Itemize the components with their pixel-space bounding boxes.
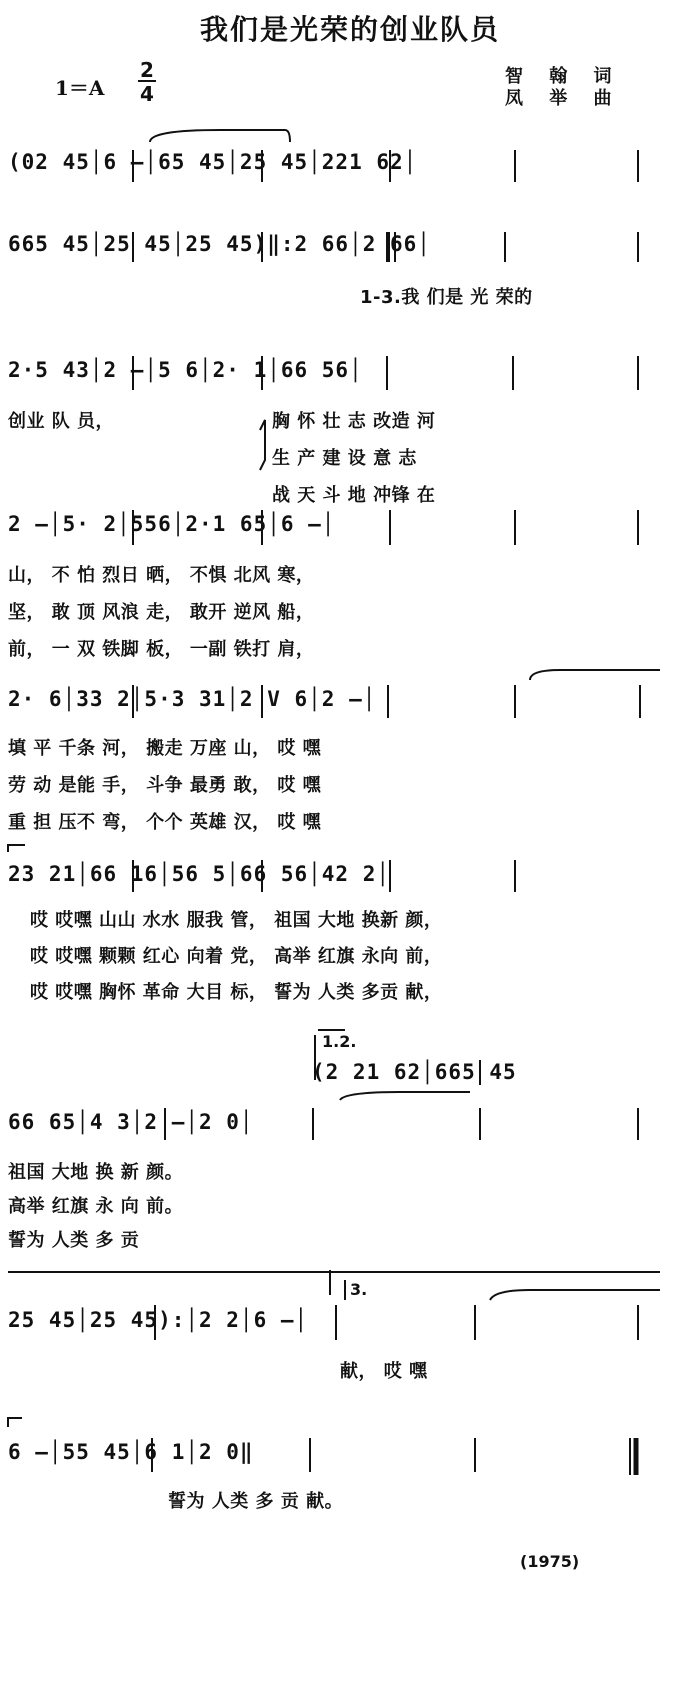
score-line-4-lyrics-1: 山， 不 怕 烈日 晒， 不惧 北风 寒， [8, 565, 315, 586]
score-line-6-notes: 23 21│66 16│56 5│66 56│42 2│ [8, 862, 391, 886]
volta-notes: (2 21 62│665 45 [312, 1060, 517, 1084]
score-line-1-notes: (02 45│6 —│65 45│25 45│221 62│ [8, 150, 418, 174]
song-title: 我们是光荣的创业队员 [199, 13, 500, 46]
score-line-5-lyrics-2: 劳 动 是能 手， 斗争 最勇 敢， 哎 嘿 [8, 775, 322, 796]
score-line-3-lyrics-2: 胸 怀 壮 志 改造 河 [272, 411, 436, 432]
score-line-2-lyrics-1: 1-3.我 们是 光 荣的 [360, 287, 533, 308]
key-signature: 1＝A [55, 76, 105, 100]
score-line-8-notes: 25 45│25 45):│2 2│6 —│ [8, 1308, 309, 1332]
score-line-5-lyrics-1: 填 平 千条 河， 搬走 万座 山， 哎 嘿 [8, 738, 322, 759]
lyricist-credit: 智 翰 词 [505, 66, 622, 87]
score-line-7-lyrics-2: 高举 红旗 永 向 前。 [8, 1196, 184, 1217]
score-line-6-lyrics-3: 哎 哎嘿 胸怀 革命 大目 标， 誓为 人类 多贡 献， [30, 982, 443, 1003]
score-line-3-notes: 2·5 43│2 —│5 6│2· 1│66 56│ [8, 358, 363, 382]
score-line-2-notes: 665 45│25 45│25 45)‖:2 66│2 66│ [8, 232, 431, 256]
score-line-6-lyrics-1: 哎 哎嘿 山山 水水 服我 管， 祖国 大地 换新 颜， [30, 910, 443, 931]
score-line-5-lyrics-3: 重 担 压不 弯， 个个 英雄 汉， 哎 嘿 [8, 812, 322, 833]
score-line-7-lyrics-1: 祖国 大地 换 新 颜。 [8, 1162, 184, 1183]
score-line-5-notes: 2· 6│33 2│5·3 31│2 V 6│2 —│ [8, 687, 377, 711]
score-line-4-lyrics-3: 前， 一 双 铁脚 板， 一副 铁打 肩， [8, 639, 315, 660]
score-line-4-lyrics-2: 坚， 敢 顶 风浪 走， 敢开 逆风 船， [8, 602, 315, 623]
composition-year: (1975) [520, 1552, 580, 1571]
score-line-3-lyrics-1: 创业 队 员， [8, 411, 115, 432]
composer-credit: 凤 举 曲 [505, 88, 622, 109]
volta-label-1-2: 1.2. [322, 1032, 357, 1051]
score-line-6-lyrics-2: 哎 哎嘿 颗颗 红心 向着 党， 高举 红旗 永向 前， [30, 946, 443, 967]
score-line-3-lyrics-4: 战 天 斗 地 冲锋 在 [272, 485, 436, 506]
volta-label-3: 3. [350, 1280, 368, 1299]
score-line-9-lyrics-1: 誓为 人类 多 贡 献。 [168, 1491, 344, 1512]
score-line-9-notes: 6 —│55 45│6 1│2 0‖ [8, 1440, 254, 1464]
score-line-8-lyrics-1: 献， 哎 嘿 [340, 1361, 428, 1382]
score-line-7-notes: 66 65│4 3│2 —│2 0│ [8, 1110, 254, 1134]
score-line-4-notes: 2 —│5· 2│556│2·1 65│6 —│ [8, 512, 336, 536]
time-signature-top: 2 [140, 58, 154, 82]
time-signature-bottom: 4 [140, 82, 154, 106]
score-line-7-lyrics-3: 誓为 人类 多 贡 [8, 1230, 140, 1251]
score-line-3-lyrics-3: 生 产 建 设 意 志 [272, 448, 417, 469]
